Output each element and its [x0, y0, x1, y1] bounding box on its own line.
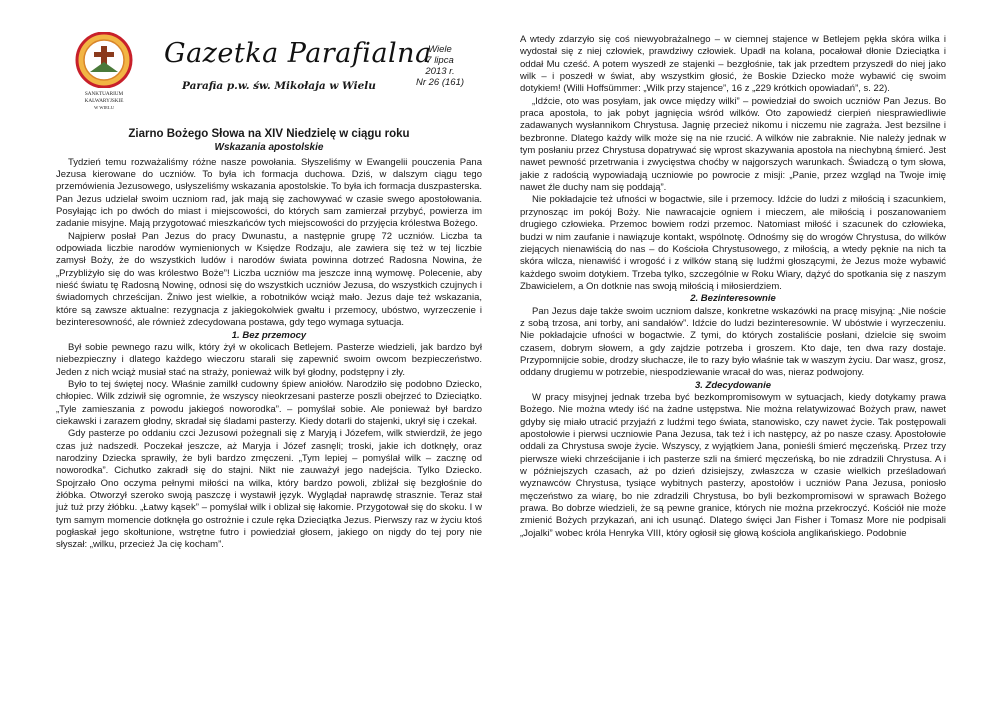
- newsletter-title: Gazetka Parafialna: [164, 38, 432, 69]
- paragraph: Nie pokładajcie też ufności w bogactwie, sile i przemocy. Idźcie do ludzi z miłością i szacunkiem, przynosząc im pokój Boży. Nie nawracajcie ogniem i mieczem, ale miłością i poszanowaniem drugiego człowieka. Przemoc bowiem rodzi przemoc. Natomiast miłość i szacunek do człowieka, budzi w nim zaufanie i nawiązuje kontakt, wspólnotę. Odnośmy się do wrogów Chrystusa, do wilków ziejących nienawiścią do nas – do Kościoła Chrystusowego, z miłością, a wtedy pęknie na nich ta skóra wilcza, nienawiść i wrogość i z wilków staną się ludźmi głoszącymi, że Jezus może wybawić każdego swoim dotykiem. Trzeba tylko, szczególnie w Roku Wiary, dążyć do spotkania się z naszym Zbawicielem, a On dotknie nas swoją miłością i miłosierdziem.: [520, 194, 946, 292]
- masthead: [56, 0, 482, 118]
- paragraph: Było to tej świętej nocy. Właśnie zamilkł cudowny śpiew aniołów. Narodziło się podobno Dziecko, chłopiec. Wilk zdziwił się ogromnie, że wszyscy nieokrzesani pasterze poszli obejrzeć to Dzieciątko. „Tyle zamieszania z powodu jakiegoś noworodka”. – pomyślał sobie. Ale ponieważ był bardzo ciekawski i zarazem głodny, skradał się śladami pasterzy. Kiedy dotarli do stajenki, ukrył się i czekał.: [56, 378, 482, 427]
- article-title: Ziarno Bożego Słowa na XIV Niedzielę w ciągu roku: [128, 128, 410, 140]
- paragraph: Pan Jezus daje także swoim uczniom dalsze, konkretne wskazówki na pracę misyjną: „Nie noście z sobą trzosa, ani torby, ani sandałów”. Idźcie do ludzi bezinteresownie. W ubóstwie i wyrzeczeniu. Nie pokładajcie ufności w bogactwie. Z tymi, do których zostaliście posłani, dzielcie się swoim czasem, dobrym słowem, a gdy zajdzie potrzeba i groszem. Kto daje, ten dwa razy dostaje. Przypomnijcie sobie, drodzy słuchacze, ile to razy było właśnie tak w waszym życiu. Dar wasz, grosz, oddany drugiemu w potrzebie, niespodziewanie wracał do was, nieraz podwojony.: [520, 305, 946, 379]
- right-column: [520, 34, 946, 540]
- svg-text:W WIELU: W WIELU: [93, 105, 115, 110]
- paragraph: A wtedy zdarzyło się coś niewyobrażalnego – w ciemnej stajence w Betlejem pękła skóra wilka i wydostał się z niej człowiek, prawdziwy człowiek. Upadł na kolana, pocałował dłonie Dzieciątka i oddał Mu cześć. A potem wyszedł ze stajenki – bezgłośnie, tak jak przedtem przyszedł do niej jako wilk – i poszedł w świat, aby wszystkim głosić, że Boskie Dziecko może wybawić cię swoim dotykiem! (Willi Hoffsümmer: „Wilk przy stajence”, 16 z „229 krótkich opowiadań”, s. 22).: [520, 34, 946, 95]
- paragraph: Najpierw posłał Pan Jezus do pracy Dwunastu, a następnie grupę 72 uczniów. Liczba ta odpowiada liczbie narodów wymienionych w Księdze Rodzaju, ale zawiera się też w tej liczbie zamysł Boży, że do wszystkich ludów i narodów świata powinna dotrzeć Radosna Nowina, że „Przybliżyło się do was królestwo Boże”! Liczba uczniów ma jeszcze inną wymowę. Polecenie, aby nieść światu tę Radosną Nowinę, odnosi się do wszystkich uczniów Jezusa, do wszystkich czujnych i świadomych chrześcijan. Żniwo jest wielkie, a robotników wciąż mało. Jezus daje też wskazania, które są zawsze aktualne: rezygnacja z jakiegokolwiek gwałtu i przemocy, ubóstwo, wyrzeczenie i bezinteresowność, ale również zdecydowana postawa, gdy tego wymaga sytuacja.: [56, 230, 482, 329]
- issue-year: 2013 r.: [425, 66, 455, 77]
- article-subtitle: Wskazania apostolskie: [214, 142, 324, 154]
- issue-info: [400, 44, 480, 88]
- paragraph: W pracy misyjnej jednak trzeba być bezkompromisowym w sytuacjach, kiedy dotykamy prawa Bożego. Nie można wtedy iść na żadne ustępstwa. Nie można relatywizować Bożych praw, nawet gdyby się miało utracić przyjaźń z ludźmi tego świata, stanowisko, czy nawet życie. Tak postępowali apostołowie i pierwsi uczniowie Pana Jezusa, tak też i ich następcy, aż po nasze czasy. Apostołowie oddali za Chrystusa swoje życie. Wszyscy, z wyjątkiem Jana, ponieśli śmierć męczeńską. Przez trzy pierwsze wieki chrześcijanie i ich pasterze szli na śmierć męczeńską, bo nie zdradzili Chrystusa. A i w późniejszych czasach, aż po dzień dzisiejszy, zwłaszcza w czasie wielkich prześladowań wyznawców Chrystusa, tysiące wybitnych pasterzy, apostołów i uczniów Pana Jezusa, poniosło męczeństwo za wiarę, bo nie zdradzili Chrystusa, bo byli bezkompromisowi w sprawach Bożego prawa. Bo dobrze wiedzieli, że są pewne granice, których nie można przekroczyć. Kościół nie może zmienić Bożych przykazań, ani ich usunąć. Dlatego święci Jan Fisher i Tomasz More nie podpisali „Jojalki” wobec króla Henryka VIII, który ogłosił się głową kościoła anglikańskiego. Podobnie: [520, 391, 946, 539]
- svg-text:KALWARYJSKIE: KALWARYJSKIE: [84, 98, 124, 104]
- paragraph: Był sobie pewnego razu wilk, który żył w okolicach Betlejem. Pasterze wiedzieli, jak bardzo był niebezpieczny i dlatego każdego wieczoru starali się zapewnić swoim owcom bezpieczeństwo. Jeden z nich wciąż musiał stać na straży, ponieważ wilk był głodny, podstępny i zły.: [56, 341, 482, 378]
- left-column: [56, 0, 482, 552]
- paragraph: Tydzień temu rozważaliśmy różne nasze powołania. Słyszeliśmy w Ewangelii pouczenia Pana Jezusa kierowane do uczniów. To była ich formacja duchowa. Dziś, w dalszym ciągu tego przemówienia Jezusowego, usłyszeliśmy wskazania apostolskie. To była ich formacja duszpasterska. Pan Jezus udzielał swoim uczniom rad, jak mają się zachowywać w czasie swego apostołowania. Posyłając ich po dwóch do miast i miejscowości, do których sam zamierzał przybyć, powierza im zadanie misyjne. Mają przygotować mieszkańców tych miejscowości do przyjęcia królestwa Bożego.: [56, 156, 482, 230]
- issue-number: Nr 26 (161): [415, 77, 465, 88]
- paragraph: Gdy pasterze po oddaniu czci Jezusowi pożegnali się z Maryją i Józefem, wilk stwierdził, że jego czas już nadszedł. Poczekał jeszcze, aż Maryja i Józef zasnęli; troski, jakie ich dotknęły, oraz narodziny Dziecka sprawiły, że byli bardzo zmęczeni. „Tym lepiej – pomyślał wilk – zacznę od noworodka”. Cichutko zakradł się do stajni. Nikt nie zauważył jego nadejścia. Tylko Dziecko. Spojrzało Ono oczyma pełnymi miłości na wilka, który bardzo powoli, zbliżał się bezgłośnie do żłóbka. Otworzył szeroko swoją paszczę i wystawił język. Wyglądał naprawdę strasznie. Teraz stał już tuż przy żłóbku. „Łatwy kąsek” – pomyślał wilk i oblizał się łakomie. Przygotował się do skoku. I w tym samym momencie dotknęła go ostrożnie i czule ręka Dzieciątka Jezus. Pierwszy raz w życiu ktoś pogłaskał jego skołtunione, wstrętne futro i powiedział głosem, jakiego on nigdy do tej pory nie słyszał: „wilku, przecież Ja cię kocham”.: [56, 428, 482, 551]
- svg-text:SANKTUARIUM: SANKTUARIUM: [84, 91, 124, 97]
- sanctuary-logo: [72, 32, 136, 114]
- issue-date: 7 lipca: [426, 55, 454, 66]
- issue-place: Wiele: [428, 44, 452, 55]
- section-heading: 2. Bezinteresownie: [690, 293, 776, 305]
- section-heading: 3. Zdecydowanie: [694, 379, 772, 391]
- section-heading: 1. Bez przemocy: [231, 329, 307, 341]
- parish-subtitle: Parafia p.w. św. Mikołaja w Wielu: [182, 80, 376, 92]
- paragraph: „Idźcie, oto was posyłam, jak owce między wilki” – powiedział do swoich uczniów Pan Jezus. Bo praca apostoła, to jak pobyt jagnięcia wśród wilków. Oto zapowiedź cierpień niesprawiedliwie zadawanych wysłannikom Chrystusa. Jagnię przecież nikomu i niczemu nie zagraża. Jest bezsilne i bezbronne. Dlatego każdy wilk może się na nie rzucić. A wilków nie zabraknie. Nie należy jednak w tym posłaniu przez Chrystusa dopatrywać się wprost skazywania apostoła na niechybną śmierć. Jest nawet pewność przetrwania i zwycięstwa choćby w najgorszych warunkach. Świadczą o tym słowa, jakie z radością wypowiadają uczniowie po powrocie z misji: „Panie, przez wzgląd na Twoje imię nawet źle duchy nam się poddają”.: [520, 95, 946, 194]
